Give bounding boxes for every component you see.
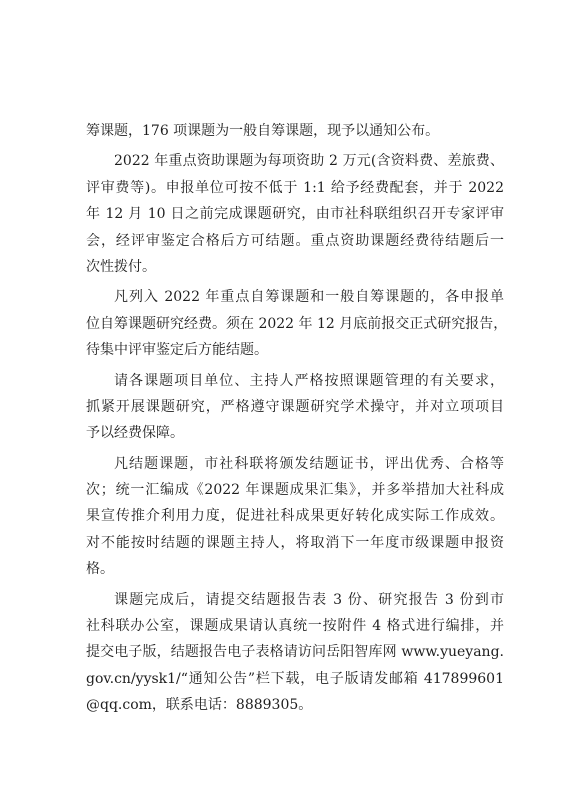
paragraph-line: 抓紧开展课题研究，严格遵守课题研究学术操守，并对立项项目 [86,398,504,415]
paragraph-line: 凡结题课题，市社科联将颁发结题证书，评出优秀、合格等 [114,455,504,472]
paragraph-line: 对不能按时结题的课题主持人，将取消下一年度市级课题申报资 [86,534,504,551]
paragraph-line: 请各课题项目单位、主持人严格按照课题管理的有关要求， [114,372,504,389]
paragraph-line: 年 12 月 10 日之前完成课题研究，由市社科联组织召开专家评审 [86,206,504,223]
paragraph-line: 评审费等)。申报单位可按不低于 1:1 给予经费配套，并于 2022 [86,179,504,196]
paragraph-line: 会，经评审鉴定合格后方可结题。重点资助课题经费待结题后一 [86,232,504,249]
paragraph-line: 次性拨付。 [86,258,156,275]
paragraph-line: 课题完成后，请提交结题报告表 3 份、研究报告 3 份到市 [114,591,504,608]
paragraph-4 [86,368,504,447]
paragraph-1 [86,118,504,144]
paragraph-line: 次；统一汇编成《2022 年课题成果汇集》，并多举措加大社科成 [86,482,504,499]
document-body [86,118,508,723]
paragraph-line: @qq.com，联系电话：8889305。 [86,697,313,714]
paragraph-line: 果宣传推介利用力度，促进社科成果更好转化成实际工作成效。 [86,508,504,525]
paragraph-line: 位自筹课题研究经费。须在 2022 年 12 月底前报交正式研究报告， [86,315,508,332]
paragraph-2 [86,148,504,280]
paragraph-line: 2022 年重点资助课题为每项资助 2 万元(含资料费、差旅费、 [114,153,504,170]
paragraph-line: 格。 [86,561,114,578]
paragraph-line: 社科联办公室，课题成果请认真统一按附件 4 格式进行编排，并 [86,618,504,635]
paragraph-line: 提交电子版，结题报告电子表格请访问岳阳智库网 www.yueyang. [86,644,504,661]
paragraph-5 [86,451,504,583]
paragraph-line: 筹课题，176 项课题为一般自筹课题，现予以通知公布。 [86,123,440,139]
paragraph-6 [86,587,504,719]
paragraph-3 [86,284,508,363]
paragraph-line: 待集中评审鉴定后方能结题。 [86,342,268,359]
paragraph-line: 予以经费保障。 [86,425,184,442]
paragraph-line: 凡列入 2022 年重点自筹课题和一般自筹课题的，各申报单 [114,289,504,306]
paragraph-line: gov.cn/yysk1/“通知公告”栏下载，电子版请发邮箱 417899601 [86,670,504,687]
